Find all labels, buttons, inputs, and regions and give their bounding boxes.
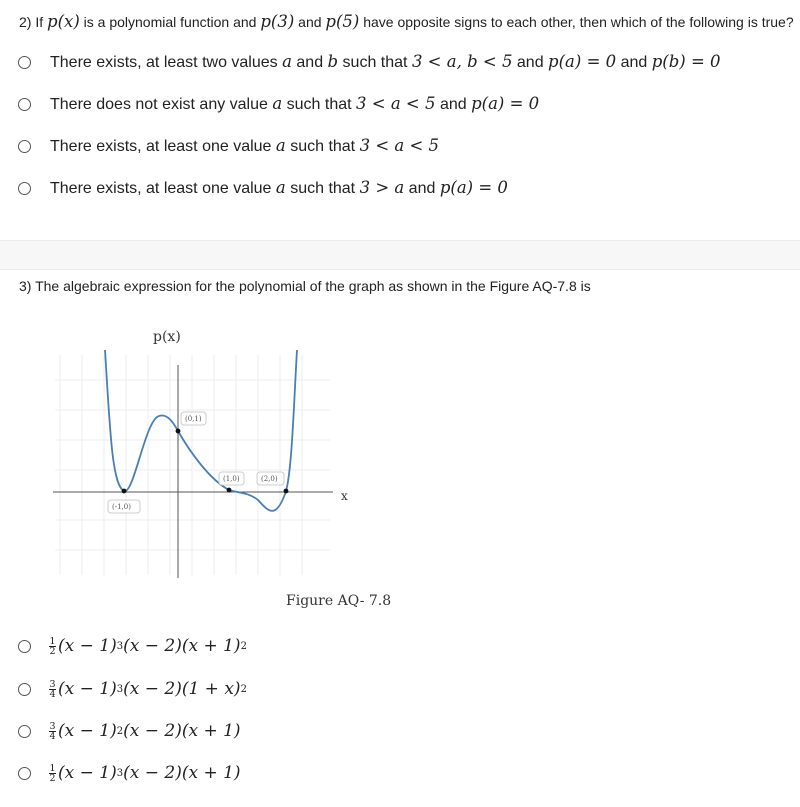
radio-button[interactable]	[18, 98, 31, 111]
q2-option-1[interactable]	[18, 51, 721, 73]
q2-option-4-label: There exists, at least one value a such that 3 > a and p(a) = 0	[50, 178, 508, 197]
radio-button[interactable]	[18, 640, 31, 653]
radio-button[interactable]	[18, 767, 31, 780]
point-0-1	[176, 429, 181, 434]
radio-button[interactable]	[18, 725, 31, 738]
q3-option-1-label: $\frac{1}{2}$ (x − 1) 3 (x − 2)(x + 1) 2	[49, 635, 247, 657]
q2-option-1-label: There exists, at least two values a and b such that 3 < a, b < 5 and p(a) = 0 and p(b) = 0	[50, 52, 721, 71]
q2-option-4[interactable]	[18, 177, 508, 199]
q3-option-2-label: $\frac{3}{4}$ (x − 1) 3 (x − 2)(1 + x) 2	[49, 678, 247, 700]
grid-lines	[55, 355, 330, 575]
question-3-text: 3) The algebraic expression for the polynomial of the graph as shown in the Figure AQ-7.8 is	[19, 278, 591, 294]
radio-button[interactable]	[18, 140, 31, 153]
q3-option-3[interactable]	[18, 716, 241, 746]
point-neg1-0	[122, 489, 127, 494]
radio-button[interactable]	[18, 182, 31, 195]
label-neg1-0: (-1,0)	[112, 503, 131, 511]
polynomial-curve	[105, 350, 297, 511]
q2-option-3[interactable]	[18, 135, 439, 157]
label-0-1: (0,1)	[185, 415, 202, 423]
point-2-0	[284, 489, 289, 494]
point-1-0	[227, 488, 232, 493]
x-axis-label: x	[341, 489, 348, 503]
q3-option-4-label: $\frac{1}{2}$ (x − 1) 3 (x − 2)(x + 1)	[49, 762, 241, 784]
section-divider	[0, 240, 800, 270]
radio-button[interactable]	[18, 683, 31, 696]
q2-option-2[interactable]	[18, 93, 539, 115]
q3-option-2[interactable]	[18, 674, 247, 704]
radio-button[interactable]	[18, 56, 31, 69]
figure-caption: Figure AQ- 7.8	[286, 593, 392, 609]
label-2-0: (2,0)	[261, 475, 278, 483]
label-1-0: (1,0)	[223, 475, 240, 483]
polynomial-graph-figure	[50, 320, 350, 585]
q3-option-4[interactable]	[18, 758, 241, 788]
q3-option-3-label: $\frac{3}{4}$ (x − 1) 2 (x − 2)(x + 1)	[49, 720, 241, 742]
y-axis-label: p(x)	[153, 329, 181, 345]
q2-option-3-label: There exists, at least one value a such that 3 < a < 5	[50, 136, 440, 155]
q2-option-2-label: There does not exist any value a such that 3 < a < 5 and p(a) = 0	[50, 94, 540, 113]
q3-option-1[interactable]	[18, 631, 247, 661]
question-2-text: 2) If p(x) is a polynomial function and p(3) and p(5) have opposite signs to each other, then which of the following is true?	[19, 12, 794, 31]
